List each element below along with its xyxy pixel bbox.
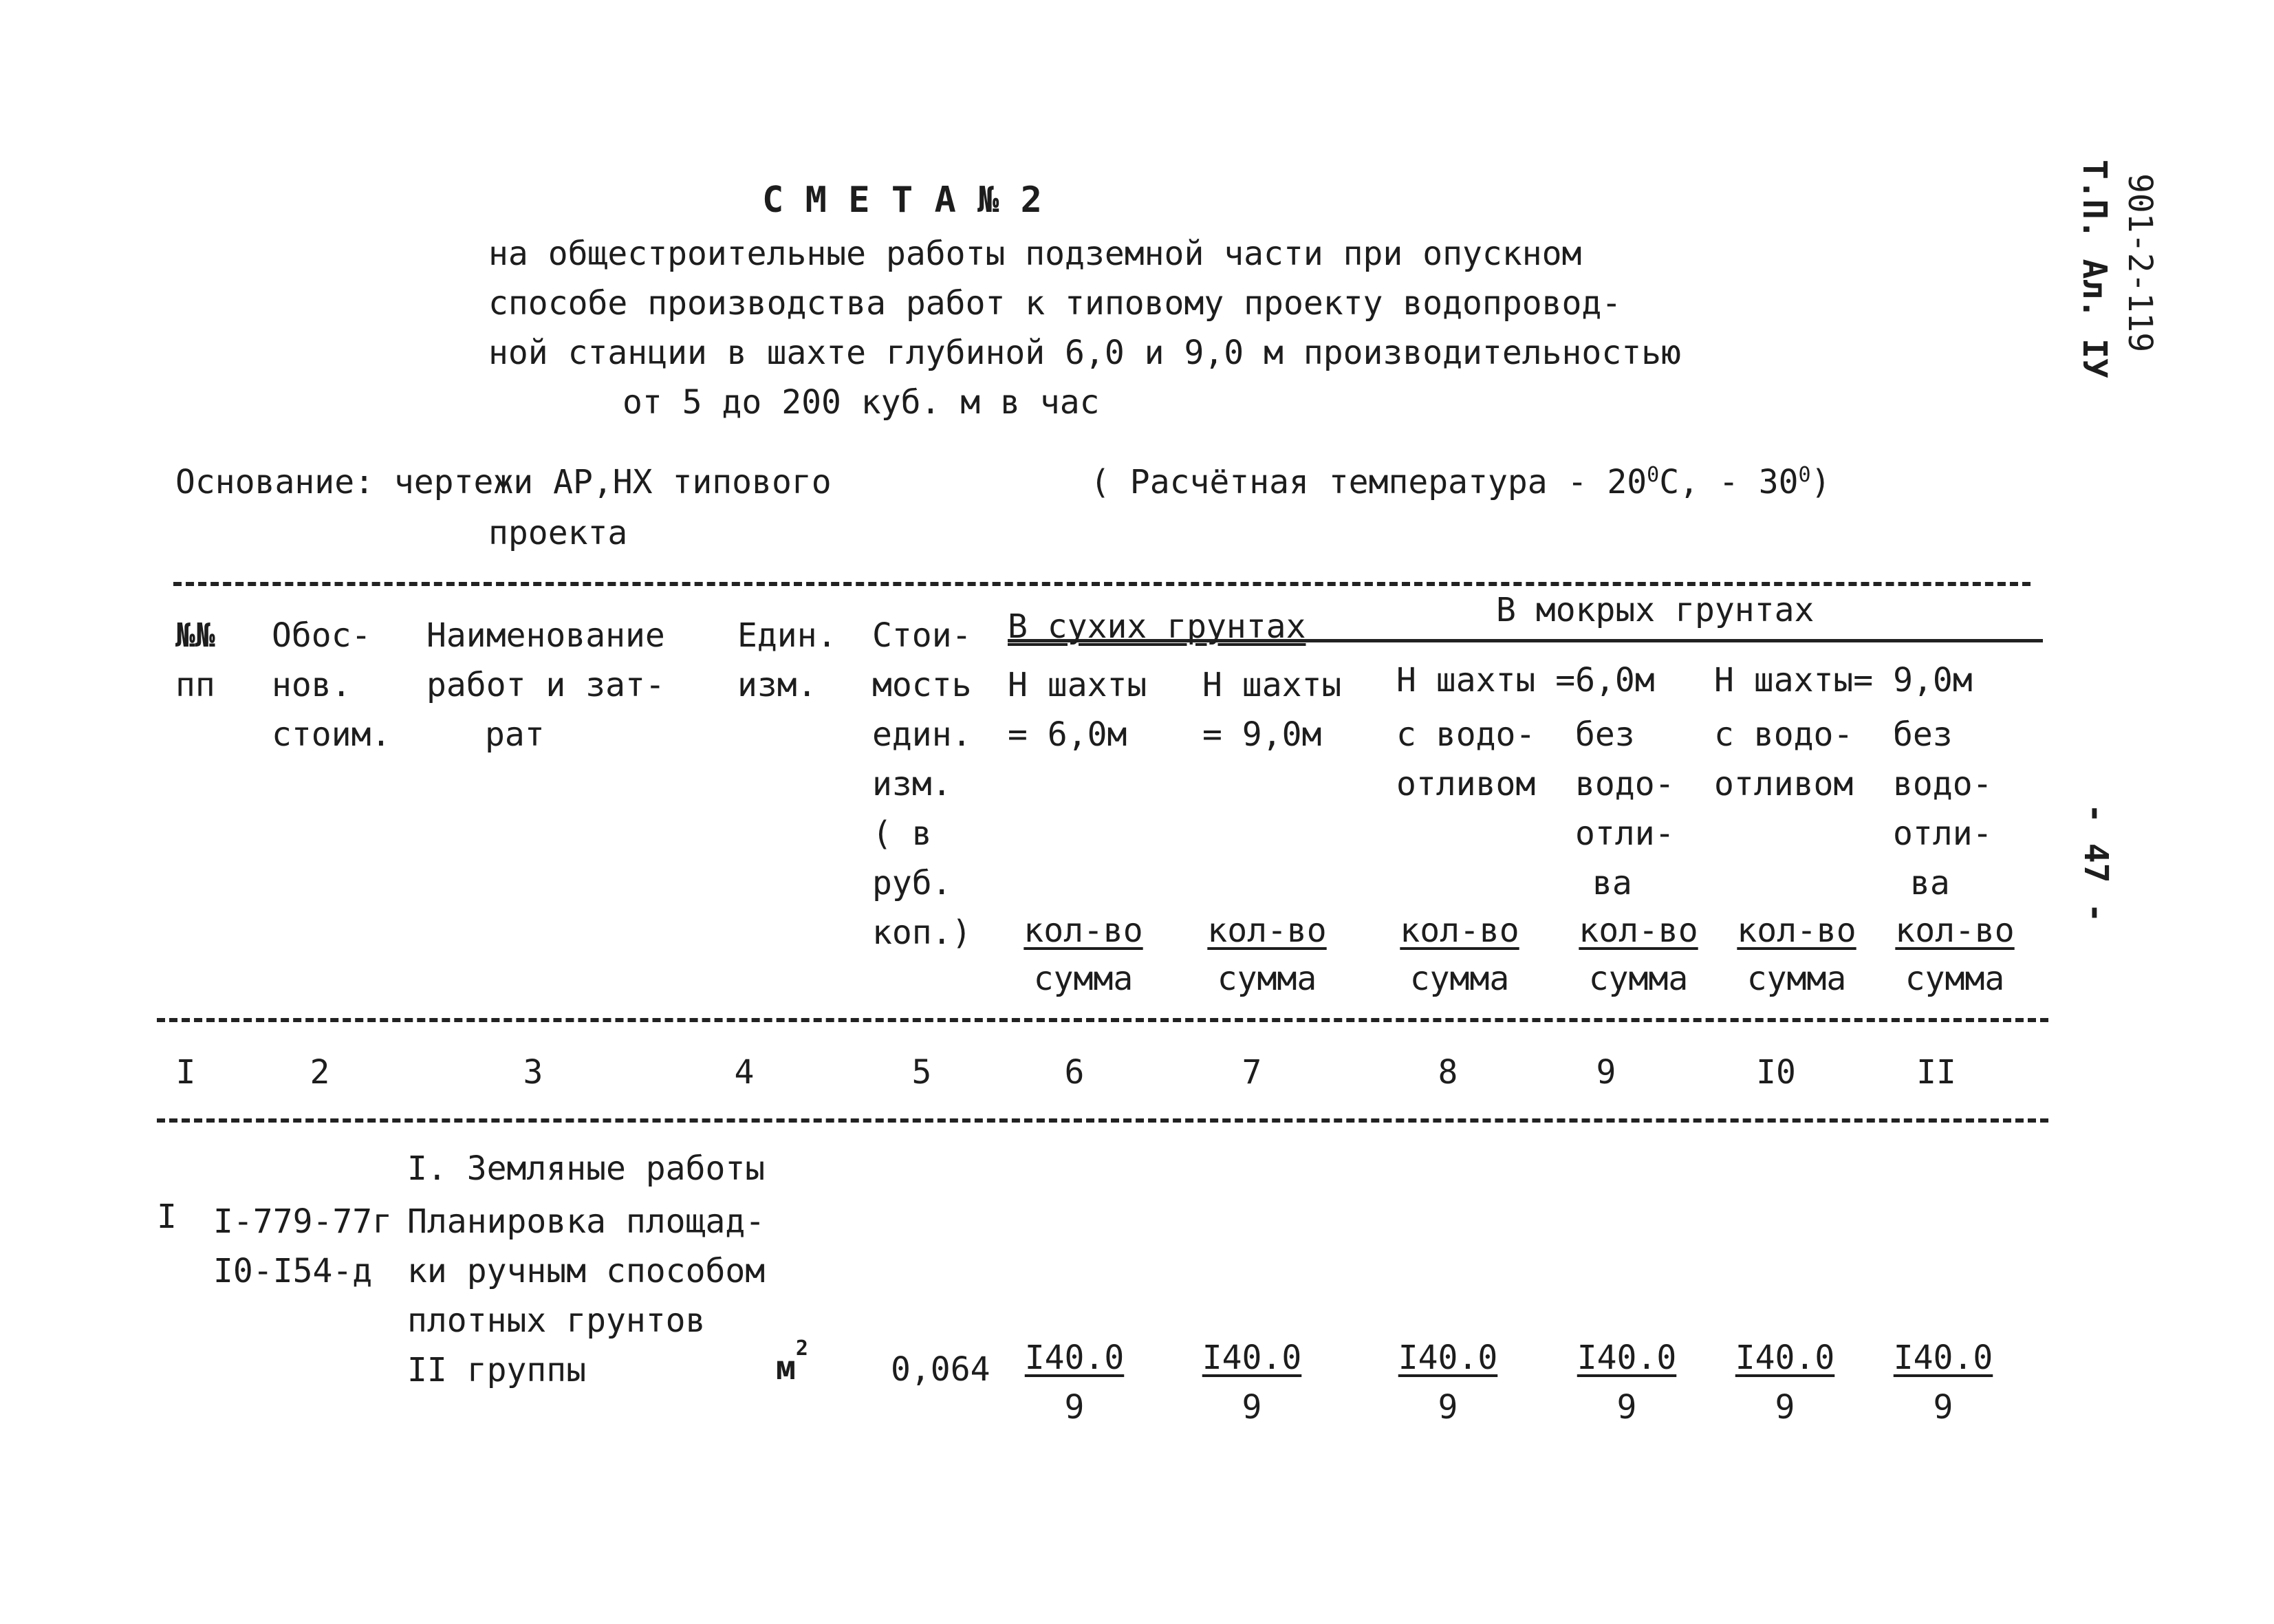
row-1-value-col7: I40.0 9 [1202,1339,1302,1427]
row-1-value-col11: I40.0 9 [1893,1339,1993,1427]
subtitle-line-4: от 5 до 200 куб. м в час [622,383,1100,422]
subheader-qty-sum-col7: кол-во сумма [1207,911,1327,998]
header-wet-h9-without-drain: без водо- отли- ва [1893,715,1993,902]
column-number-6: 6 [1064,1053,1085,1092]
subtitle-line-1: на общестроительные работы подземной части при опускном [488,235,1582,273]
header-dry-soils: В сухих грунтах [1008,607,1306,646]
column-number-10: I0 [1756,1053,1796,1092]
column-number-5: 5 [911,1053,932,1092]
column-numbers-rule [157,1118,2048,1123]
row-1-unit: $м^2$ [776,1336,808,1387]
header-dry-h6: Н шахты = 6,0м [1008,666,1147,754]
header-bottom-rule [157,1018,2048,1022]
header-wet-h9: Н шахты= 9,0м [1714,661,1973,700]
subheader-qty-sum-col9: кол-во сумма [1579,911,1698,998]
subheader-qty-sum-col11: кол-во сумма [1895,911,2015,998]
header-wet-h6: Н шахты =6,0м [1396,661,1655,700]
column-number-2: 2 [310,1053,330,1092]
design-temperature: ( Расчётная температура - $20^0С$, - $30^0$) [1090,463,1831,501]
header-dry-h9: Н шахты = 9,0м [1202,666,1342,754]
row-1-value-col6: I40.0 9 [1024,1339,1125,1427]
document-title: С М Е Т А № 2 [762,180,1042,221]
subheader-qty-sum-col10: кол-во сумма [1737,911,1856,998]
row-1-basis: I-779-77г I0-I54-д [213,1202,393,1290]
subtitle-line-2: способе производства работ к типовому проекту водопровод- [488,284,1622,323]
table-top-rule [173,582,2031,586]
header-col-unit-cost: Стои- мость един. изм. ( в руб. коп.) [872,616,972,952]
column-number-9: 9 [1596,1053,1616,1092]
section-title-earthworks: I. Земляные работы [407,1149,766,1188]
header-wet-soils: В мокрых грунтах [1496,591,1815,629]
header-col-number: №№ пп [175,616,215,704]
column-number-3: 3 [523,1053,543,1092]
row-1-unit-price: 0,064 [891,1350,990,1389]
column-number-7: 7 [1242,1053,1262,1092]
column-number-1: I [175,1053,196,1092]
header-col-basis: Обос- нов. стоим. [272,616,391,754]
margin-album: Т.П. Ал. IУ [2075,160,2114,378]
row-1-value-col10: I40.0 9 [1735,1339,1835,1427]
header-col-name: Наименование работ и зат- рат [426,616,665,754]
basis-label: Основание: чертежи АР,НХ типового [175,463,832,501]
column-number-8: 8 [1438,1053,1458,1092]
page-number: - 47 - [2077,803,2115,923]
row-1-value-col8: I40.0 9 [1398,1339,1498,1427]
row-1-number: I [157,1198,177,1236]
row-1-name: Планировка площад- ки ручным способом плотных грунтов II группы [407,1202,766,1389]
header-wet-h9-with-drain: с водо- отливом [1714,715,1854,803]
subheader-qty-sum-col6: кол-во сумма [1024,911,1143,998]
subheader-qty-sum-col8: кол-во сумма [1400,911,1519,998]
header-wet-h6-with-drain: с водо- отливом [1396,715,1536,803]
column-number-11: II [1916,1053,1956,1092]
header-wet-h6-without-drain: без водо- отли- ва [1575,715,1675,902]
subtitle-line-3: ной станции в шахте глубиной 6,0 и 9,0 м производительностью [488,334,1681,372]
basis-continued: проекта [488,514,628,552]
margin-project-code: 901-2-119 [2121,173,2159,353]
row-1-value-col9: I40.0 9 [1577,1339,1677,1427]
header-col-unit: Един. изм. [737,616,837,704]
column-number-4: 4 [734,1053,755,1092]
